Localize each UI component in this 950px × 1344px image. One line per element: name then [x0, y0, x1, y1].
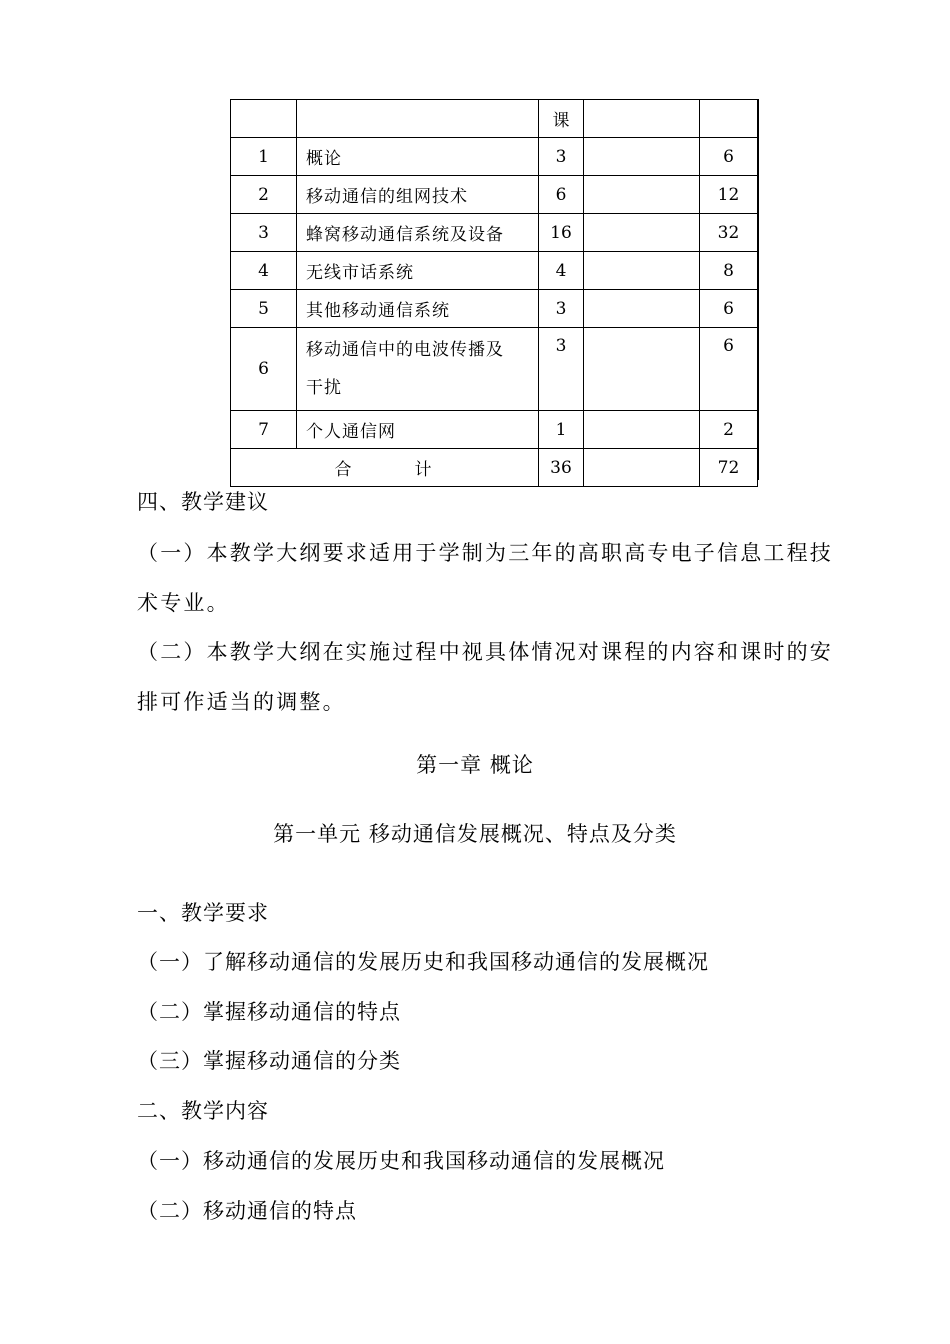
unit-title: 第一单元 移动通信发展概况、特点及分类 [273, 822, 677, 846]
paragraph-line: （二）本教学大纲在实施过程中视具体情况对课程的内容和课时的安 [137, 640, 833, 664]
row-hours: 16 [539, 214, 584, 252]
header-cell [297, 100, 539, 138]
table-row [231, 214, 758, 252]
paragraph-line: 术专业。 [137, 591, 230, 615]
row-number: 5 [231, 290, 297, 328]
row-extra [584, 411, 700, 449]
row-extra [584, 252, 700, 290]
header-cell [584, 100, 700, 138]
table-sum-row [231, 449, 758, 487]
table-row [231, 411, 758, 449]
sum-label-b: 计 [414, 460, 435, 480]
sum-total: 72 [700, 449, 758, 487]
row-hours: 3 [539, 328, 584, 411]
row-title: 移动通信的组网技术 [297, 176, 539, 214]
course-hours-table [230, 99, 758, 487]
section-heading-suggestions: 四、教学建议 [137, 490, 269, 514]
row-title: 无线市话系统 [297, 252, 539, 290]
row-hours: 3 [539, 138, 584, 176]
header-cell [231, 100, 297, 138]
row-extra [584, 290, 700, 328]
chapter-title: 第一章 概论 [416, 753, 534, 777]
table-row [231, 138, 758, 176]
list-item: （二）掌握移动通信的特点 [137, 1000, 401, 1024]
row-extra [584, 138, 700, 176]
row-total: 12 [700, 176, 758, 214]
row-total: 32 [700, 214, 758, 252]
row-total: 6 [700, 138, 758, 176]
row-hours: 4 [539, 252, 584, 290]
table-double-border [758, 99, 759, 480]
row-extra [584, 214, 700, 252]
row-total: 6 [700, 328, 758, 411]
row-hours: 6 [539, 176, 584, 214]
table-row [231, 328, 758, 411]
sum-hours: 36 [539, 449, 584, 487]
row-total: 2 [700, 411, 758, 449]
row-number: 6 [231, 328, 297, 411]
table-header-row [231, 100, 758, 138]
sum-extra [584, 449, 700, 487]
paragraph-line: 排可作适当的调整。 [137, 690, 346, 714]
row-title: 概论 [297, 138, 539, 176]
row-extra [584, 328, 700, 411]
row-number: 4 [231, 252, 297, 290]
row-title-line: 干扰 [306, 378, 342, 398]
table-row [231, 176, 758, 214]
row-title [297, 328, 539, 411]
paragraph-line: （一）本教学大纲要求适用于学制为三年的高职高专电子信息工程技 [137, 541, 833, 565]
list-item: （二）移动通信的特点 [137, 1199, 357, 1223]
table-row [231, 252, 758, 290]
sum-label-a: 合 [334, 460, 355, 480]
row-hours: 3 [539, 290, 584, 328]
list-item: （三）掌握移动通信的分类 [137, 1049, 401, 1073]
row-number: 1 [231, 138, 297, 176]
table-row [231, 290, 758, 328]
row-hours: 1 [539, 411, 584, 449]
row-number: 7 [231, 411, 297, 449]
row-total: 6 [700, 290, 758, 328]
header-cell [700, 100, 758, 138]
sum-label [231, 449, 539, 487]
row-total: 8 [700, 252, 758, 290]
row-title: 其他移动通信系统 [297, 290, 539, 328]
row-title: 个人通信网 [297, 411, 539, 449]
row-title: 蜂窝移动通信系统及设备 [297, 214, 539, 252]
row-extra [584, 176, 700, 214]
section-heading-content: 二、教学内容 [137, 1099, 269, 1123]
section-heading-requirements: 一、教学要求 [137, 901, 269, 925]
list-item: （一）移动通信的发展历史和我国移动通信的发展概况 [137, 1149, 665, 1173]
list-item: （一）了解移动通信的发展历史和我国移动通信的发展概况 [137, 950, 709, 974]
row-title-line: 移动通信中的电波传播及 [306, 340, 504, 360]
header-cell-hours: 课 [539, 100, 584, 138]
row-number: 3 [231, 214, 297, 252]
row-number: 2 [231, 176, 297, 214]
